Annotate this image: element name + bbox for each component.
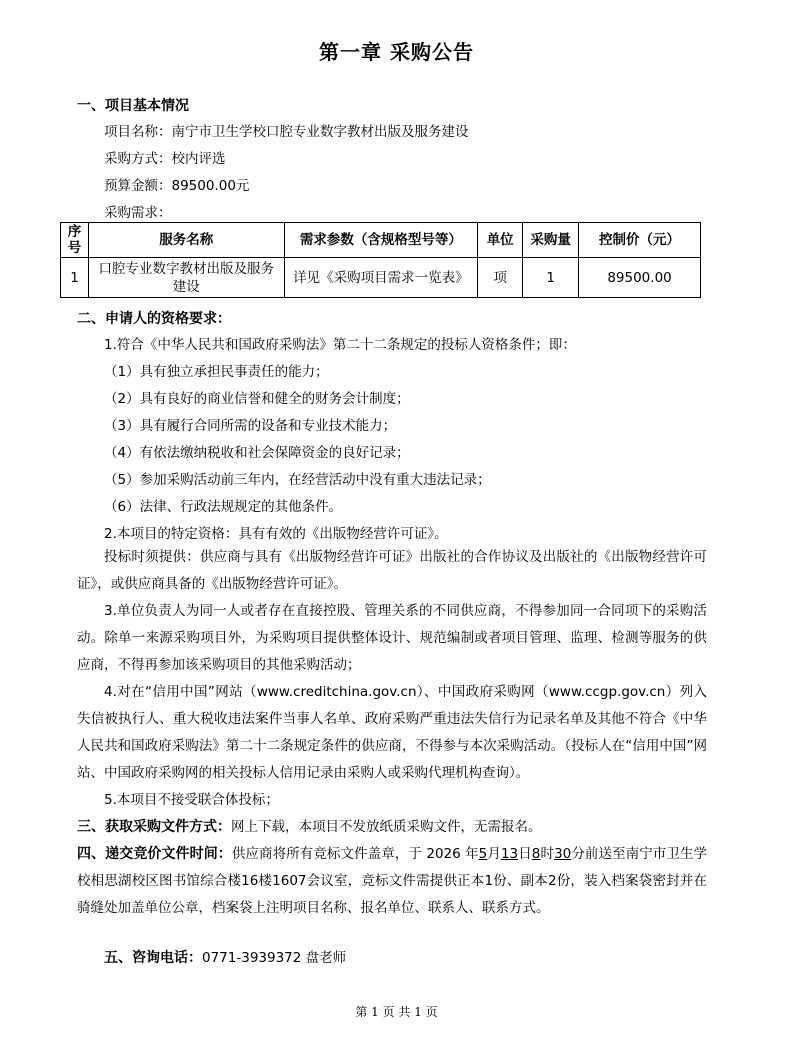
section-3-heading: 三、获取采购文件方式：	[77, 819, 231, 835]
section-4-heading: 四、递交竞价文件时间：	[77, 846, 232, 862]
page-title: 第一章 采购公告	[319, 40, 474, 64]
cell-index: 1	[61, 258, 89, 298]
project-name: 项目名称：南宁市卫生学校口腔专业数字教材出版及服务建设	[104, 124, 469, 140]
section-1-heading: 一、项目基本情况	[77, 98, 189, 114]
qualification-item: （3）具有履行合同所需的设备和专业技术能力；	[104, 418, 397, 434]
cell-price: 89500.00	[579, 258, 701, 298]
cell-service: 口腔专业数字教材出版及服务建设	[88, 258, 284, 298]
qualification-item: （6）法律、行政法规规定的其他条件。	[104, 499, 343, 515]
col-header-price: 控制价（元）	[579, 223, 701, 258]
section-5-heading: 五、咨询电话：	[104, 950, 202, 966]
procurement-method: 采购方式：校内评选	[104, 151, 226, 167]
month-unit: 月	[487, 846, 501, 862]
page-footer: 第 1 页 共 1 页	[355, 1005, 438, 1019]
cell-unit: 项	[478, 258, 523, 298]
section-4-text-pre: 供应商将所有竞标文件盖章，于 2026 年	[231, 846, 479, 862]
section-3-text: 网上下载，本项目不发放纸质采购文件，无需报名。	[231, 819, 542, 835]
qualification-item: （4）有依法缴纳税收和社会保障资金的良好记录；	[104, 445, 410, 461]
section-4-text-post: 分前送至南宁市卫生学校相思湖校区图书馆综合楼16楼1607会议室，竞标文件需提供正本1份、副本2份，装入档案袋密封并在骑缝处加盖单位公章，档案袋上注明项目名称、报名单位、联系人、联系方式。	[77, 846, 708, 916]
qualification-2-note: 投标时须提供：供应商与具有《出版物经营许可证》出版社的合作协议及出版社的《出版物经营许可证》，或供应商具备的《出版物经营许可证》。	[77, 549, 707, 592]
qualification-1: 1.符合《中华人民共和国政府采购法》第二十二条规定的投标人资格条件；即：	[104, 337, 576, 353]
section-5	[104, 948, 346, 968]
col-header-index: 序号	[61, 223, 89, 258]
cell-params: 详见《采购项目需求一览表》	[284, 258, 478, 298]
cell-quantity: 1	[523, 258, 579, 298]
col-header-quantity: 采购量	[523, 223, 579, 258]
qualification-item: （1）具有独立承担民事责任的能力；	[104, 364, 329, 380]
section-3	[77, 817, 542, 837]
section-4	[77, 841, 707, 922]
submit-month: 5	[478, 846, 488, 862]
qualification-item: （5）参加采购活动前三年内，在经营活动中没有重大违法记录；	[104, 472, 491, 488]
qualification-item: （2）具有良好的商业信誉和健全的财务会计制度；	[104, 391, 410, 407]
submit-minute: 30	[554, 846, 572, 862]
section-2-heading: 二、申请人的资格要求：	[77, 311, 231, 327]
table-header-row	[61, 223, 701, 258]
requirements-table	[60, 222, 701, 298]
table-row	[61, 258, 701, 298]
day-unit: 日	[518, 846, 532, 862]
qualification-3: 3.单位负责人为同一人或者存在直接控股、管理关系的不同供应商，不得参加同一合同项下的采购活动。除单一来源采购项目外，为采购项目提供整体设计、规范编制或者项目管理、监理、检测等服务的供应商，不得再参加该采购项目的其他采购活动；	[77, 603, 707, 673]
submit-hour: 8	[531, 846, 541, 862]
budget-amount: 预算金额：89500.00元	[104, 178, 250, 194]
qualification-4: 4.对在“信用中国”网站（www.creditchina.gov.cn）、中国政府采购网（www.ccgp.gov.cn）列入失信被执行人、重大税收违法案件当事人名单、政府采购严重违法失信行为记录名单及其他不符合《中华人民共和国政府采购法》第二十二条规定条件的供应商，不得参与本次采购活动。（投标人在“信用中国”网站、中国政府采购网的相关投标人信用记录由采购人或采购代理机构查询）。	[77, 684, 707, 781]
submit-day: 13	[500, 846, 519, 862]
col-header-service: 服务名称	[88, 223, 284, 258]
col-header-params: 需求参数（含规格型号等）	[284, 223, 478, 258]
qualification-5: 5.本项目不接受联合体投标；	[104, 792, 279, 808]
procurement-needs: 采购需求：	[104, 205, 172, 221]
contact-phone: 0771-3939372 盘老师	[202, 950, 347, 966]
qualification-2: 2.本项目的特定资格：具有有效的《出版物经营许可证》。	[104, 526, 448, 542]
hour-unit: 时	[540, 846, 555, 862]
col-header-unit: 单位	[478, 223, 523, 258]
